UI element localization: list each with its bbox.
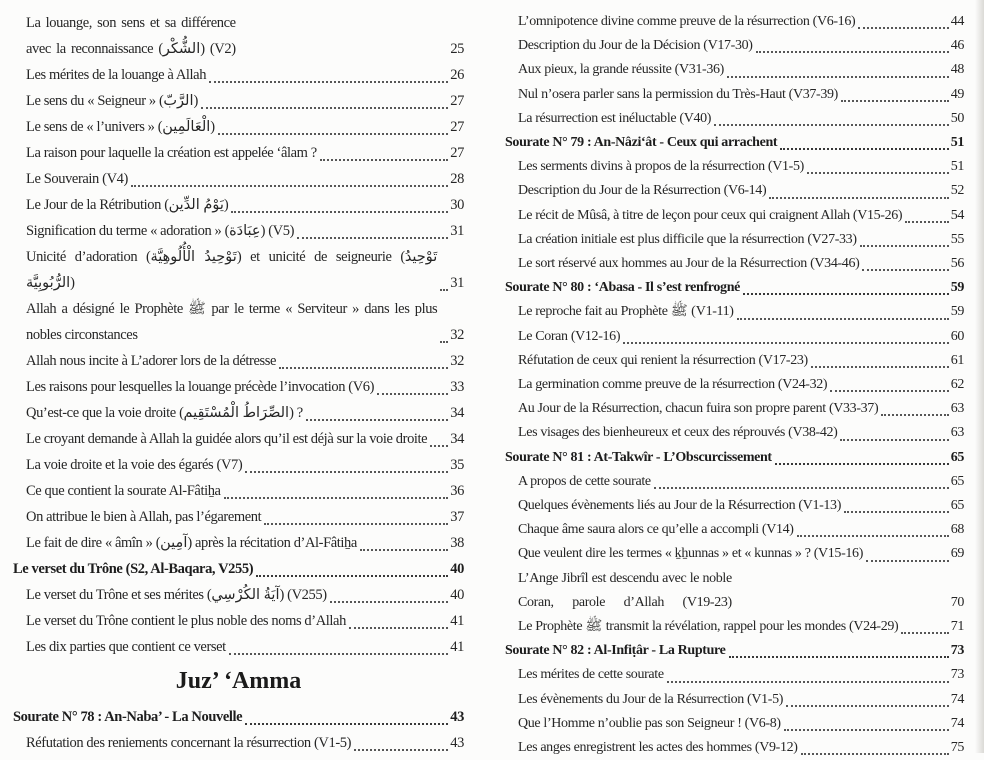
dot-leader	[841, 100, 949, 102]
toc-entry-row	[13, 348, 464, 374]
dot-leader	[279, 367, 448, 369]
toc-entry-label: Le Coran (V12-16)	[518, 328, 621, 344]
toc-page-number: 44	[950, 14, 964, 29]
toc-entry-label: La voie droite et la voie des égarés (V7)	[26, 457, 243, 473]
toc-entry-label: Le récit de Mûsâ, à titre de leçon pour ceux qui craignent Allah (V15-26)	[518, 207, 903, 223]
toc-page-number: 54	[950, 207, 964, 223]
toc-section-row	[13, 556, 464, 582]
toc-page-number: 56	[950, 256, 964, 272]
toc-entry-row	[13, 634, 464, 660]
toc-entry-label: L’omnipotence divine comme preuve de la résurrection (V6-16)	[518, 14, 856, 29]
toc-entry-row	[505, 494, 964, 518]
toc-entry-label: Description du Jour de la Résurrection (V6-14)	[518, 183, 767, 199]
dot-leader	[881, 414, 948, 416]
dot-leader	[775, 463, 949, 465]
toc-entry-label: Réfutation des reniements concernant la résurrection (V1-5)	[26, 735, 352, 751]
toc-entry-row	[13, 88, 464, 114]
toc-page-number: 40	[450, 587, 464, 603]
toc-entry-row	[13, 244, 464, 296]
toc-entry-label: Qu’est-ce que la voie droite (الصِّرَاطُ الْمُسْتَقِيم) ?	[26, 405, 303, 421]
toc-entry-row	[13, 62, 464, 88]
toc-section-row	[505, 639, 964, 663]
toc-entry-label: Les mérites de cette sourate	[518, 667, 664, 683]
toc-page-number: 48	[950, 62, 964, 78]
toc-entry-row	[13, 192, 464, 218]
toc-entry-row	[505, 470, 964, 494]
toc-page-number: 41	[450, 639, 464, 655]
toc-entry-label: Le Jour de la Rétribution (يَوْمُ الدِّين)	[26, 197, 229, 213]
dot-leader	[131, 185, 448, 187]
dot-leader	[860, 245, 949, 247]
dot-leader	[901, 632, 948, 634]
dot-leader	[780, 148, 948, 150]
toc-page-number: 51	[950, 135, 964, 151]
dot-leader	[743, 293, 949, 295]
toc-entry-row	[13, 374, 464, 400]
toc-entry-label: La louange, son sens et sa différence avec la reconnaissance (الشُّكْر) (V2)	[26, 15, 236, 57]
toc-page-number: 40	[450, 561, 464, 577]
toc-entry-row	[505, 518, 964, 542]
toc-page-number: 65	[950, 449, 964, 465]
toc-page-number: 63	[950, 425, 964, 441]
toc-page-number: 61	[950, 352, 964, 368]
toc-page-number: 31	[450, 275, 464, 291]
toc-entry-label: Aux pieux, la grande réussite (V31-36)	[518, 62, 724, 78]
toc-entry-label: La création initiale est plus difficile que la résurrection (V27-33)	[518, 231, 857, 247]
toc-entry-label: Le reproche fait au Prophète ﷺ (V1-11)	[518, 304, 734, 320]
toc-entry-row	[13, 608, 464, 634]
toc-entry-row	[505, 179, 964, 203]
toc-entry-label: Que veulent dire les termes « ḵẖunnas » et « kunnas » ? (V15-16)	[518, 546, 864, 562]
dot-leader	[797, 535, 949, 537]
toc-section-label: Le verset du Trône (S2, Al-Baqara, V255)	[13, 561, 254, 577]
toc-page-number: 43	[450, 735, 464, 751]
toc-entry-row	[505, 252, 964, 276]
toc-entry-row	[13, 140, 464, 166]
dot-leader	[905, 221, 948, 223]
toc-entry-label: Ce que contient la sourate Al-Fâtiẖa	[26, 483, 221, 499]
toc-entry-row	[13, 452, 464, 478]
toc-entry-row	[13, 10, 464, 62]
toc-page-number: 31	[450, 223, 464, 239]
toc-entry-row	[505, 10, 964, 34]
toc-entry-label: Nul n’osera parler sans la permission du Très-Haut (V37-39)	[518, 86, 838, 102]
toc-page-number: 32	[450, 353, 464, 369]
toc-entry-label: Le sens du « Seigneur » (الرَّبّ)	[26, 93, 198, 109]
toc-section-label: Sourate N° 81 : At-Takwîr - L’Obscurcissement	[505, 449, 772, 465]
toc-section-label: Sourate N° 78 : An-Naba’ - La Nouvelle	[13, 709, 243, 725]
toc-entry-row	[13, 504, 464, 530]
toc-entry-label: Chaque âme saura alors ce qu’elle a accompli (V14)	[518, 522, 794, 538]
toc-entry-row	[505, 397, 964, 421]
dot-leader	[756, 51, 949, 53]
toc-page-number: 65	[950, 473, 964, 489]
dot-leader	[729, 656, 949, 658]
dot-leader	[858, 27, 948, 29]
toc-page-number: 63	[950, 401, 964, 417]
dot-leader	[440, 289, 448, 291]
toc-page-number: 27	[450, 119, 464, 135]
toc-entry-label: Les anges enregistrent les actes des hommes (V9-12)	[518, 740, 798, 756]
toc-entry-row	[505, 712, 964, 736]
toc-page-number: 46	[950, 38, 964, 54]
toc-entry-label: La raison pour laquelle la création est appelée ‘âlam ?	[26, 145, 317, 161]
toc-entry-label: La résurrection est inéluctable (V40)	[518, 110, 712, 126]
toc-entry-row	[505, 83, 964, 107]
dot-leader	[349, 627, 448, 629]
dot-leader	[714, 124, 949, 126]
toc-entry-label: A propos de cette sourate	[518, 473, 651, 489]
dot-leader	[264, 523, 448, 525]
toc-section-label: Sourate N° 80 : ‘Abasa - Il s’est renfrogné	[505, 280, 741, 296]
toc-page-number: 70	[950, 594, 964, 610]
toc-entry-label: La germination comme preuve de la résurrection (V24-32)	[518, 377, 828, 393]
toc-entry-label: Les visages des bienheureux et ceux des réprouvés (V38-42)	[518, 425, 838, 441]
toc-section-row	[13, 704, 464, 730]
toc-entry-label: Le verset du Trône contient le plus noble des noms d’Allah	[26, 613, 346, 629]
toc-page-number: 49	[950, 86, 964, 102]
toc-entry-label: Allah nous incite à L’adorer lors de la détresse	[26, 353, 277, 369]
toc-entry-label: Le fait de dire « âmîn » (آمِين) après la récitation d’Al-Fâtiẖa	[26, 535, 357, 551]
toc-page-number: 62	[950, 377, 964, 393]
toc-page-number: 41	[450, 613, 464, 629]
toc-entry-label: Les évènements du Jour de la Résurrection (V1-5)	[518, 691, 784, 707]
toc-entry-label: Le sort réservé aux hommes au Jour de la Résurrection (V34-46)	[518, 256, 860, 272]
dot-leader	[224, 497, 449, 499]
toc-page-number: 27	[450, 145, 464, 161]
toc-page-number: 27	[450, 93, 464, 109]
toc-page-number: 71	[950, 619, 964, 635]
dot-leader	[786, 705, 949, 707]
toc-section-label: Sourate N° 79 : An-Nâzi‘ât - Ceux qui arrachent	[505, 135, 778, 151]
toc-entry-row	[505, 58, 964, 82]
toc-entry-label: Les dix parties que contient ce verset	[26, 639, 226, 655]
toc-page-number: 32	[450, 327, 464, 343]
toc-entry-label: On attribue le bien à Allah, pas l’égarement	[26, 509, 262, 525]
toc-page-number: 74	[950, 691, 964, 707]
toc-page-number: 34	[450, 405, 464, 421]
toc-page-number: 35	[450, 457, 464, 473]
toc-entry-label: Quelques évènements liés au Jour de la Résurrection (V1-13)	[518, 498, 842, 514]
toc-entry-row	[505, 421, 964, 445]
toc-entry-label: Les raisons pour lesquelles la louange précède l’invocation (V6)	[26, 379, 375, 395]
dot-leader	[256, 575, 448, 577]
dot-leader	[320, 159, 448, 161]
toc-entry-label: Que l’Homme n’oublie pas son Seigneur ! (V6-8)	[518, 715, 781, 731]
dot-leader	[623, 342, 949, 344]
toc-entry-row	[13, 166, 464, 192]
toc-entry-label: Allah a désigné le Prophète ﷺ par le terme « Serviteur » dans les plus nobles circonstances	[26, 301, 438, 343]
toc-entry-row	[13, 218, 464, 244]
toc-page-number: 74	[950, 715, 964, 731]
dot-leader	[209, 81, 448, 83]
dot-leader	[245, 471, 448, 473]
toc-entry-row	[505, 107, 964, 131]
toc-entry-label: Le Souverain (V4)	[26, 171, 128, 187]
dot-leader	[830, 390, 948, 392]
toc-entry-row	[13, 296, 464, 348]
dot-leader	[229, 653, 448, 655]
toc-entry-row	[13, 730, 464, 756]
toc-entry-row	[505, 349, 964, 373]
toc-entry-label: L’Ange Jibrîl est descendu avec le noble Coran, parole d’Allah (V19-23)	[518, 570, 732, 610]
toc-entry-row	[505, 204, 964, 228]
dot-leader	[654, 487, 949, 489]
toc-entry-row	[505, 567, 964, 615]
toc-page-number: 37	[450, 509, 464, 525]
toc-entry-row	[505, 688, 964, 712]
toc-page-number: 34	[450, 431, 464, 447]
toc-entry-row	[505, 542, 964, 566]
dot-leader	[354, 749, 448, 751]
dot-leader	[430, 445, 448, 447]
dot-leader	[231, 211, 448, 213]
toc-page-number: 28	[450, 171, 464, 187]
toc-page-number: 51	[950, 159, 964, 175]
toc-page-number: 33	[450, 379, 464, 395]
toc-page-number: 38	[450, 535, 464, 551]
toc-column-left	[0, 0, 478, 753]
toc-entry-row	[505, 663, 964, 687]
dot-leader	[737, 318, 949, 320]
dot-leader	[769, 197, 948, 199]
toc-page-number: 60	[950, 328, 964, 344]
toc-entry-row	[505, 155, 964, 179]
dot-leader	[306, 419, 449, 421]
dot-leader	[360, 549, 448, 551]
toc-page-number: 26	[450, 67, 464, 83]
dot-leader	[784, 729, 949, 731]
toc-section-row	[505, 446, 964, 470]
toc-section-label: Sourate N° 82 : Al-Infiṭâr - La Rupture	[505, 643, 726, 659]
toc-page-number: 59	[950, 304, 964, 320]
toc-page-number: 52	[950, 183, 964, 199]
toc-page-number: 68	[950, 522, 964, 538]
toc-entry-label: Le sens de « l’univers » (الْعَالَمِين)	[26, 119, 215, 135]
toc-entry-row	[13, 114, 464, 140]
dot-leader	[440, 341, 448, 343]
toc-entry-row	[13, 582, 464, 608]
dot-leader	[840, 439, 948, 441]
toc-entry-row	[505, 34, 964, 58]
toc-page-number: 75	[950, 740, 964, 756]
dot-leader	[377, 393, 448, 395]
dot-leader	[297, 237, 448, 239]
toc-entry-label: Le Prophète ﷺ transmit la révélation, rappel pour les mondes (V24-29)	[518, 619, 899, 635]
toc-page-number: 30	[450, 197, 464, 213]
toc-entry-row	[13, 530, 464, 556]
toc-page-number: 59	[950, 280, 964, 296]
toc-entry-label: Les serments divins à propos de la résurrection (V1-5)	[518, 159, 804, 175]
toc-entry-row	[505, 615, 964, 639]
toc-entry-label: Les mérites de la louange à Allah	[26, 67, 207, 83]
toc-page-number: 36	[450, 483, 464, 499]
toc-page-number: 55	[950, 231, 964, 247]
toc-entry-row	[505, 373, 964, 397]
toc-entry-row	[13, 426, 464, 452]
dot-leader	[727, 76, 949, 78]
toc-page-number: 65	[950, 498, 964, 514]
toc-entry-row	[505, 300, 964, 324]
toc-column-right	[478, 0, 984, 756]
dot-leader	[667, 681, 949, 683]
dot-leader	[807, 172, 949, 174]
dot-leader	[330, 601, 449, 603]
toc-entry-label: Réfutation de ceux qui renient la résurrection (V17-23)	[518, 352, 808, 368]
toc-page-number: 43	[450, 709, 464, 725]
dot-leader	[862, 269, 948, 271]
toc-page-number: 25	[450, 41, 465, 57]
dot-leader	[844, 511, 949, 513]
toc-page-number: 50	[950, 110, 964, 126]
dot-leader	[245, 723, 448, 725]
toc-entry-row	[505, 325, 964, 349]
dot-leader	[201, 107, 448, 109]
toc-page-number: 73	[950, 643, 964, 659]
toc-entry-label: Description du Jour de la Décision (V17-30)	[518, 38, 753, 54]
dot-leader	[801, 753, 949, 755]
toc-page-number: 69	[950, 546, 964, 562]
toc-entry-label: Le verset du Trône et ses mérites (آيَةُ الكُرْسِي) (V255)	[26, 587, 327, 603]
toc-entry-label: Unicité d’adoration (تَوْحِيدُ الْأُلُوهِيَّة) et unicité de seigneurie (تَوْحِيدُ الرُّبُوبِيَّة)	[26, 249, 438, 291]
dot-leader	[218, 133, 449, 135]
toc-entry-label: Au Jour de la Résurrection, chacun fuira son propre parent (V33-37)	[518, 401, 879, 417]
dot-leader	[811, 366, 949, 368]
toc-page-number: 73	[950, 667, 964, 683]
toc-entry-label: Le croyant demande à Allah la guidée alors qu’il est déjà sur la voie droite	[26, 431, 428, 447]
toc-entry-row	[13, 400, 464, 426]
toc-entry-row	[505, 228, 964, 252]
toc-entry-row	[505, 736, 964, 760]
toc-section-row	[505, 276, 964, 300]
toc-entry-label: Signification du terme « adoration » (عِبَادَة) (V5)	[26, 223, 294, 239]
toc-entry-row	[13, 478, 464, 504]
section-heading-juz-amma: Juz’ ‘Amma	[175, 668, 302, 694]
toc-section-row	[505, 131, 964, 155]
dot-leader	[866, 560, 949, 562]
